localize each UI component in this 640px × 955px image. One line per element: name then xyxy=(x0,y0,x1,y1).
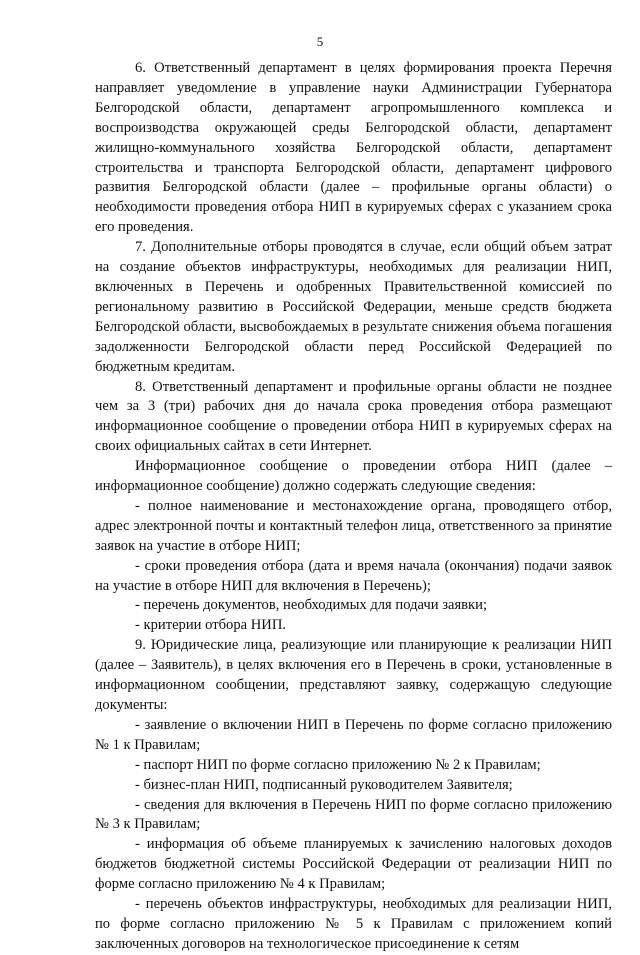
page-number: 5 xyxy=(316,34,324,49)
list-item-inclusion-info: - сведения для включения в Перечень НИП по форме согласно приложению № 3 к Правилам; xyxy=(95,796,612,833)
list-item-passport: - паспорт НИП по форме согласно приложению № 2 к Правилам; xyxy=(135,756,541,773)
list-item-selection-criteria: - критерии отбора НИП. xyxy=(135,617,287,634)
paragraph-7-additional-selections: 7. Дополнительные отборы проводятся в случае, если общий объем затрат на создание объектов инфраструктуры, необходимых для реализации НИП, включенных в Перечень и одобренных Правительственной комиссией по региональному развитию в Российской Федерации, меньше средств бюджета Белгородской области, высвобождаемых в результате снижения объема погашения задолженности Белгородской области перед Российской Федерацией по бюджетным кредитам. xyxy=(95,239,612,375)
list-item-application-form: - заявление о включении НИП в Перечень по форме согласно приложению № 1 к Правилам; xyxy=(95,716,612,753)
list-item-tax-revenue-info: - информация об объеме планируемых к зачислению налоговых доходов бюджетов бюджетной системы Российской Федерации от реализации НИП по форме согласно приложению № 4 к Правилам; xyxy=(95,836,612,893)
paragraph-6-notification: 6. Ответственный департамент в целях формирования проекта Перечня направляет уведомление в управление науки Администрации Губернатора Белгородской области, департамент агропромышленного комплекса и воспроизводства окружающей среды Белгородской области, департамент жилищно-коммунального хозяйства Белгородской области, департамент строительства и транспорта Белгородской области, департамент цифрового развития Белгородской области (далее – профильные органы области) о необходимости проведения отбора НИП в курируемых сферах с указанием срока его проведения. xyxy=(95,60,612,236)
list-item-business-plan: - бизнес-план НИП, подписанный руководителем Заявителя; xyxy=(135,776,513,793)
paragraph-8-publication: 8. Ответственный департамент и профильные органы области не позднее чем за 3 (три) рабочих дня до начала срока проведения отбора размещают информационное сообщение о проведении отбора НИП в курируемых сферах на своих официальных сайтах в сети Интернет. xyxy=(95,378,612,455)
document-body xyxy=(95,59,612,955)
list-item-selection-dates: - сроки проведения отбора (дата и время начала (окончания) подачи заявок на участие в отборе НИП для включения в Перечень); xyxy=(95,557,612,594)
list-item-infrastructure-list: - перечень объектов инфраструктуры, необходимых для реализации НИП, по форме согласно приложению № 5 к Правилам с приложением копий заключенных договоров на технологическое присоединение к сетям xyxy=(95,896,612,952)
paragraph-9-applicants: 9. Юридические лица, реализующие или планирующие к реализации НИП (далее – Заявитель), в целях включения его в Перечень в сроки, установленные в информационном сообщении, представляют заявку, содержащую следующие документы: xyxy=(95,637,612,713)
list-item-documents-list: - перечень документов, необходимых для подачи заявки; xyxy=(135,597,488,614)
list-item-organ-contacts: - полное наименование и местонахождение органа, проводящего отбор, адрес электронной почты и контактный телефон лица, ответственного за принятие заявок на участие в отборе НИП; xyxy=(95,497,612,554)
paragraph-info-message: Информационное сообщение о проведении отбора НИП (далее – информационное сообщение) должно содержать следующие сведения: xyxy=(95,458,612,495)
